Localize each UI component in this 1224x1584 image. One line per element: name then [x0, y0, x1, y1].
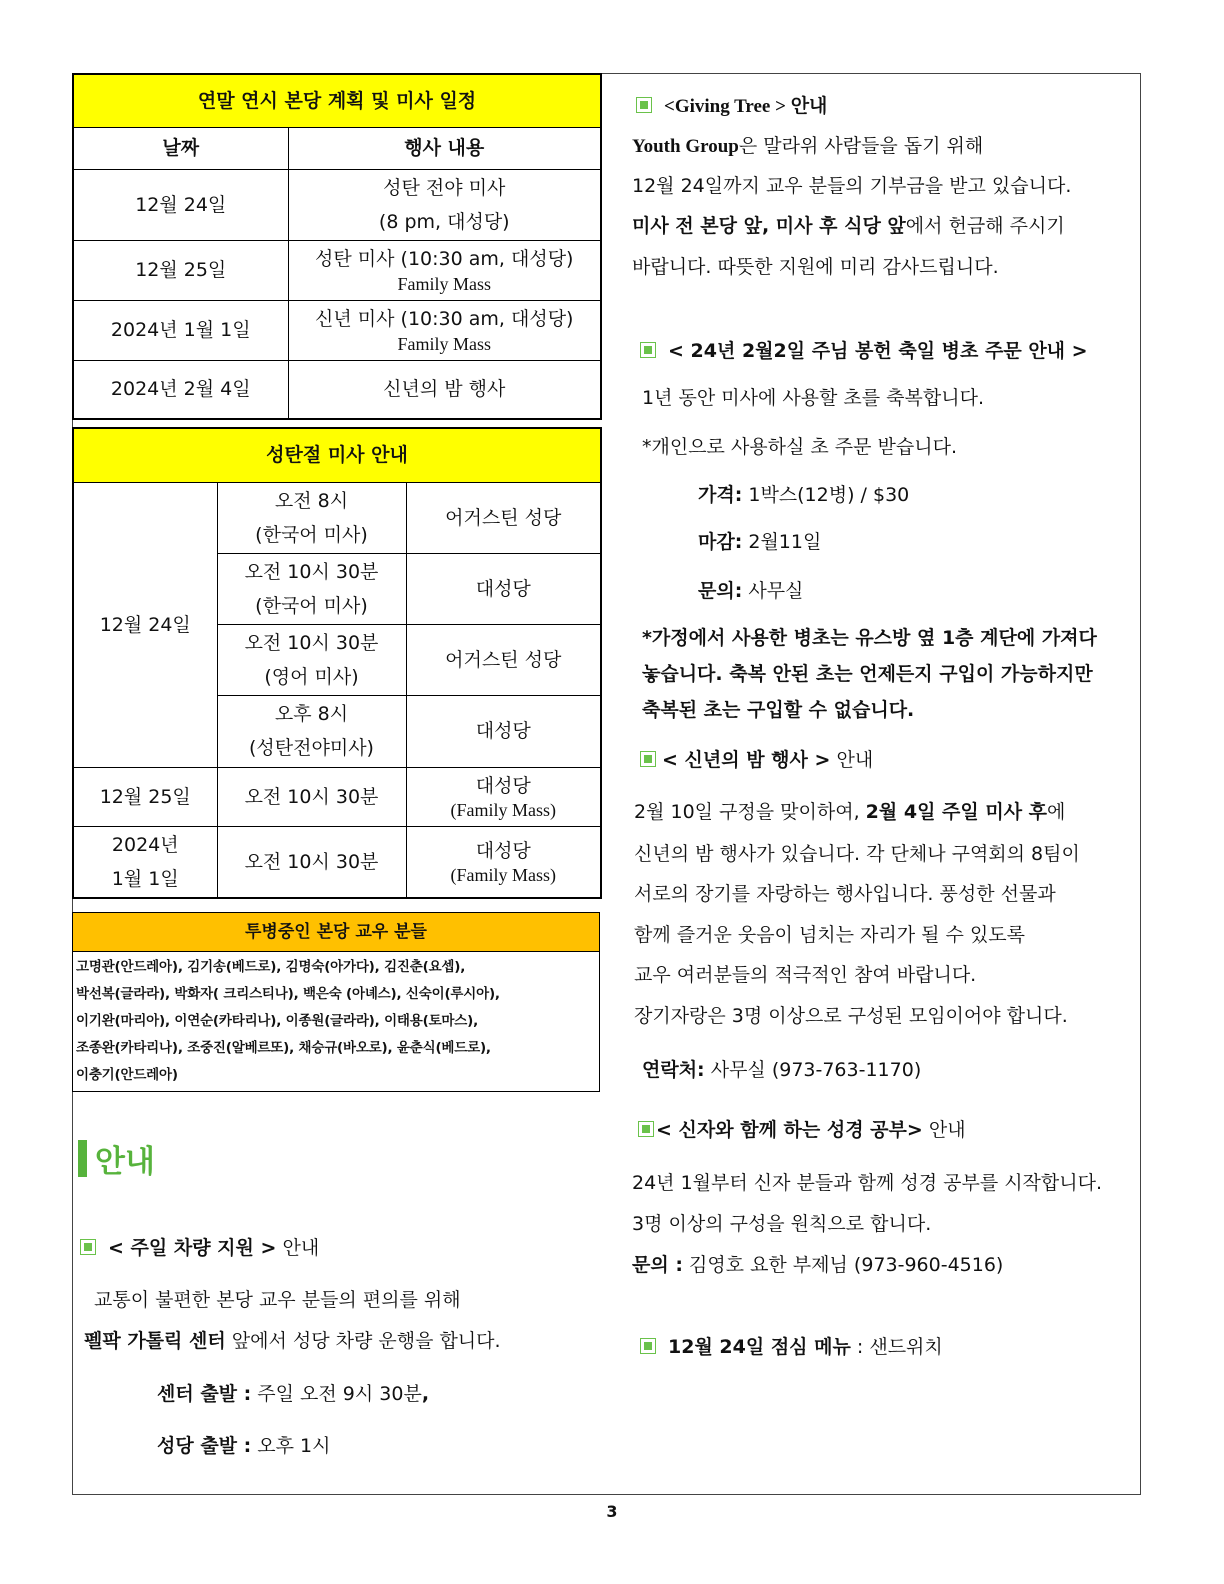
- newyear-line-3: 서로의 장기를 자랑하는 행사입니다. 풍성한 선물과: [634, 883, 1056, 905]
- mass-place: 대성당: [406, 695, 601, 767]
- names-line: 고명관(안드레아), 김기송(베드로), 김명숙(아가다), 김진춘(요셉),: [76, 959, 466, 975]
- names-line: 조종완(카타리나), 조중진(알베르또), 채승규(바오로), 윤춘식(베드로),: [76, 1040, 491, 1056]
- giving-line-2: 12월 24일까지 교우 분들의 기부금을 받고 있습니다.: [632, 175, 1072, 197]
- candle-deadline: 마감: 2월11일: [698, 531, 822, 553]
- newyear-heading: < 신년의 밤 행사 > 안내: [640, 745, 873, 772]
- table-row: [73, 360, 601, 419]
- bullet-icon: [640, 1338, 656, 1354]
- bible-contact: 문의 : 김영호 요한 부제님 (973-960-4516): [632, 1254, 1004, 1276]
- mass-place: 대성당: [406, 553, 601, 624]
- bullet-icon: [640, 751, 656, 767]
- giving-line-3: 미사 전 본당 앞, 미사 후 식당 앞에서 헌금해 주시기: [632, 215, 1065, 237]
- candle-note-1: *가정에서 사용한 병초는 유스방 옆 1층 계단에 가져다: [642, 627, 1097, 649]
- candle-contact: 문의: 사무실: [698, 580, 804, 602]
- table-row: [73, 767, 601, 826]
- newyear-line-1: 2월 10일 구정을 맞이하여, 2월 4일 주일 미사 후에: [634, 801, 1066, 823]
- mass-place: 어거스틴 성당: [406, 482, 601, 553]
- schedule-date: 2024년 1월 1일: [73, 300, 288, 360]
- christmas-title: 성탄절 미사 안내: [73, 428, 601, 482]
- notice-title: 안내: [95, 1144, 155, 1180]
- bullet-icon: [638, 1121, 654, 1137]
- christmas-date: 12월 25일: [73, 767, 217, 826]
- giving-line-1: Youth Group은 말라위 사람들을 돕기 위해: [632, 135, 984, 157]
- christmas-date: 2024년 1월 1일: [73, 826, 217, 898]
- schedule-date: 12월 25일: [73, 240, 288, 300]
- giving-tree-heading: <Giving Tree > 안내: [636, 91, 827, 118]
- table-row: [73, 482, 601, 553]
- col-date-header: 날짜: [73, 127, 288, 169]
- newyear-line-6: 장기자랑은 3명 이상으로 구성된 모임이어야 합니다.: [634, 1005, 1068, 1027]
- table-row: [73, 826, 601, 898]
- names-line: 이기완(마리아), 이연순(카타리나), 이종원(글라라), 이태용(토마스),: [76, 1013, 478, 1029]
- mass-time: 오후 8시 (성탄전야미사): [217, 695, 406, 767]
- schedule-date: 2024년 2월 4일: [73, 360, 288, 419]
- car-support-heading: < 주일 차량 지원 > 안내: [80, 1233, 319, 1260]
- mass-place: 대성당 (Family Mass): [406, 767, 601, 826]
- newyear-line-5: 교우 여러분들의 적극적인 참여 바랍니다.: [634, 964, 977, 986]
- mass-place: 어거스틴 성당: [406, 624, 601, 695]
- car-line-4: 성당 출발 : 오후 1시: [157, 1435, 331, 1457]
- sick-names: [73, 952, 600, 1092]
- schedule-date: 12월 24일: [73, 169, 288, 240]
- table-row: [73, 300, 601, 360]
- newyear-contact: 연락처: 사무실 (973-763-1170): [642, 1059, 922, 1081]
- newyear-line-2: 신년의 밤 행사가 있습니다. 각 단체나 구역회의 8팀이: [634, 843, 1080, 865]
- sick-parishioners-table: [72, 912, 600, 1092]
- candle-note-2: 놓습니다. 축복 안된 초는 언제든지 구입이 가능하지만: [642, 663, 1093, 685]
- page-number: 3: [606, 1502, 618, 1521]
- schedule-title: 연말 연시 본당 계획 및 미사 일정: [73, 74, 601, 127]
- mass-time: 오전 8시 (한국어 미사): [217, 482, 406, 553]
- table-row: [73, 169, 601, 240]
- mass-time: 오전 10시 30분 (영어 미사): [217, 624, 406, 695]
- candle-line-1: 1년 동안 미사에 사용할 초를 축복합니다.: [642, 387, 984, 409]
- names-line: 박선복(글라라), 박화자( 크리스티나), 백은숙 (아녜스), 신숙이(루시아),: [76, 986, 500, 1002]
- bible-heading: < 신자와 함께 하는 성경 공부> 안내: [638, 1115, 966, 1142]
- candle-line-2: *개인으로 사용하실 초 주문 받습니다.: [642, 436, 958, 458]
- bible-line-1: 24년 1월부터 신자 분들과 함께 성경 공부를 시작합니다.: [632, 1172, 1103, 1194]
- notice-heading: [78, 1136, 155, 1181]
- newyear-line-4: 함께 즐거운 웃음이 넘치는 자리가 될 수 있도록: [634, 924, 1026, 946]
- candle-price: 가격: 1박스(12병) / $30: [698, 484, 910, 506]
- mass-place: 대성당 (Family Mass): [406, 826, 601, 898]
- candle-note-3: 축복된 초는 구입할 수 없습니다.: [642, 699, 915, 721]
- sick-title: 투병중인 본당 교우 분들: [73, 913, 600, 952]
- bullet-icon: [636, 97, 652, 113]
- lunch-menu: 12월 24일 점심 메뉴 : 샌드위치: [640, 1332, 943, 1359]
- bible-line-2: 3명 이상의 구성을 원칙으로 합니다.: [632, 1213, 932, 1235]
- bullet-icon: [80, 1239, 96, 1255]
- mass-time: 오전 10시 30분: [217, 826, 406, 898]
- schedule-event: 성탄 전야 미사 (8 pm, 대성당): [288, 169, 601, 240]
- left-column: [72, 73, 600, 1092]
- schedule-event: 성탄 미사 (10:30 am, 대성당) Family Mass: [288, 240, 601, 300]
- christmas-mass-table: [72, 427, 602, 899]
- bullet-icon: [640, 342, 656, 358]
- section-bar-icon: [78, 1140, 87, 1177]
- candle-heading: < 24년 2월2일 주님 봉헌 축일 병초 주문 안내 >: [640, 336, 1088, 363]
- car-line-2: 펠팍 가톨릭 센터 앞에서 성당 차량 운행을 합니다.: [84, 1330, 501, 1352]
- car-line-3: 센터 출발 : 주일 오전 9시 30분,: [157, 1383, 430, 1405]
- mass-time: 오전 10시 30분 (한국어 미사): [217, 553, 406, 624]
- table-row: [73, 240, 601, 300]
- schedule-event: 신년의 밤 행사: [288, 360, 601, 419]
- names-line: 이충기(안드레아): [76, 1067, 178, 1083]
- mass-time: 오전 10시 30분: [217, 767, 406, 826]
- christmas-date: 12월 24일: [73, 482, 217, 767]
- car-line-1: 교통이 불편한 본당 교우 분들의 편의를 위해: [94, 1289, 461, 1311]
- giving-line-4: 바랍니다. 따뜻한 지원에 미리 감사드립니다.: [632, 256, 999, 278]
- col-event-header: 행사 내용: [288, 127, 601, 169]
- schedule-event: 신년 미사 (10:30 am, 대성당) Family Mass: [288, 300, 601, 360]
- schedule-table: [72, 73, 602, 420]
